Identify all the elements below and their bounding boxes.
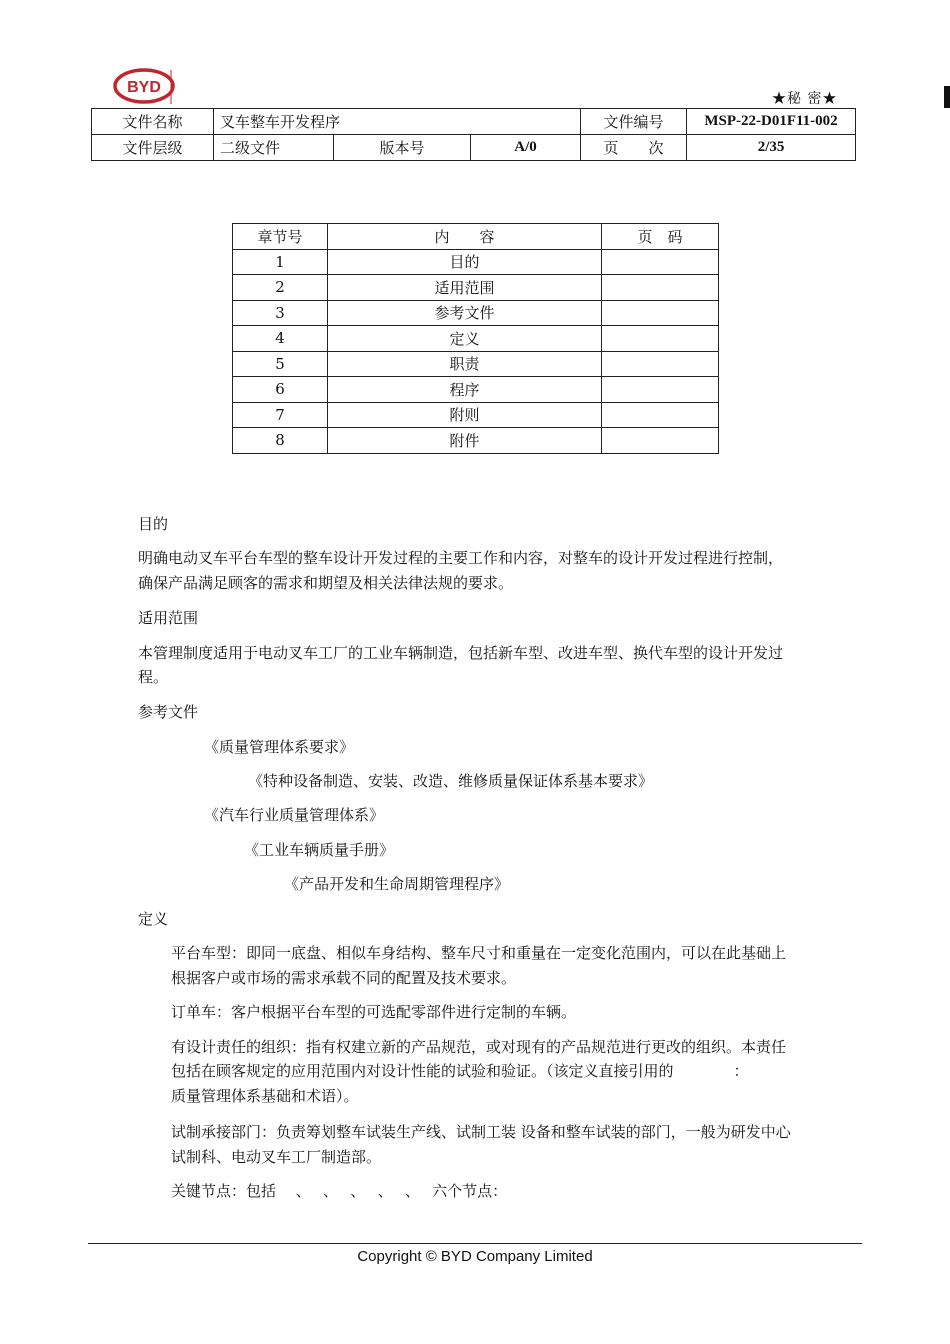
toc-page xyxy=(602,300,719,326)
section-title-definitions: 定义 xyxy=(138,910,169,928)
svg-text:BYD: BYD xyxy=(127,79,161,96)
toc-page xyxy=(602,428,719,454)
toc-no: 5 xyxy=(233,351,328,377)
section-title-purpose: 目的 xyxy=(138,515,169,533)
toc-content: 定义 xyxy=(328,326,602,352)
toc-page xyxy=(602,402,719,428)
definition-key-nodes: 关键节点：包括 、 、 、 、 、 六个节点： xyxy=(171,1182,508,1200)
table-row xyxy=(233,326,719,352)
footer-copyright: Copyright © BYD Company Limited xyxy=(357,1248,593,1265)
toc-page xyxy=(602,249,719,275)
purpose-text-line1: 明确电动叉车平台车型的整车设计开发过程的主要工作和内容，对整车的设计开发过程进行控制， xyxy=(138,549,784,567)
reference-item: 《汽车行业质量管理体系》 xyxy=(204,806,385,824)
toc-content: 附则 xyxy=(328,402,602,428)
level-value: 二级文件 xyxy=(214,135,334,161)
doc-name-label: 文件名称 xyxy=(92,109,214,135)
definition-platform-line1: 平台车型：即同一底盘、相似车身结构、整车尺寸和重量在一定变化范围内，可以在此基础上 xyxy=(171,944,787,962)
purpose-text-line2: 确保产品满足顾客的需求和期望及相关法律法规的要求。 xyxy=(138,574,514,592)
table-of-contents xyxy=(232,223,719,454)
version-label: 版本号 xyxy=(334,135,471,161)
toc-header-content: 内 容 xyxy=(328,224,602,250)
table-row xyxy=(233,402,719,428)
toc-page xyxy=(602,275,719,301)
reference-item: 《质量管理体系要求》 xyxy=(204,738,355,756)
footer-divider xyxy=(88,1243,862,1244)
toc-no: 2 xyxy=(233,275,328,301)
doc-no-label: 文件编号 xyxy=(581,109,687,135)
toc-content: 适用范围 xyxy=(328,275,602,301)
toc-page xyxy=(602,351,719,377)
table-row xyxy=(233,428,719,454)
toc-no: 1 xyxy=(233,249,328,275)
toc-no: 4 xyxy=(233,326,328,352)
reference-item: 《特种设备制造、安装、改造、维修质量保证体系基本要求》 xyxy=(248,772,654,790)
definition-platform-line2: 根据客户或市场的需求承载不同的配置及技术要求。 xyxy=(171,969,517,987)
page-label: 页 次 xyxy=(581,135,687,161)
page-edge-mark xyxy=(944,86,950,108)
definition-order-vehicle: 订单车：客户根据平台车型的可选配零部件进行定制的车辆。 xyxy=(171,1003,577,1021)
toc-header-chapter: 章节号 xyxy=(233,224,328,250)
toc-page xyxy=(602,326,719,352)
definition-design-org-line1: 有设计责任的组织：指有权建立新的产品规范，或对现有的产品规范进行更改的组织。本责任 xyxy=(171,1038,787,1056)
toc-no: 6 xyxy=(233,377,328,403)
scope-text-line1: 本管理制度适用于电动叉车工厂的工业车辆制造，包括新车型、改进车型、换代车型的设计开发过 xyxy=(138,644,784,662)
table-row xyxy=(233,275,719,301)
toc-no: 8 xyxy=(233,428,328,454)
doc-no: MSP-22-D01F11-002 xyxy=(687,109,856,135)
toc-page xyxy=(602,377,719,403)
table-row xyxy=(233,249,719,275)
toc-content: 职责 xyxy=(328,351,602,377)
confidential-mark: ★秘 密★ xyxy=(772,91,838,107)
doc-name: 叉车整车开发程序 xyxy=(214,109,581,135)
definition-trial-dept-line1: 试制承接部门：负责筹划整车试装生产线、试制工装 设备和整车试装的部门，一般为研发中心 xyxy=(171,1123,791,1141)
toc-no: 3 xyxy=(233,300,328,326)
document-header-table xyxy=(91,108,856,161)
definition-design-org-line3: 质量管理体系基础和术语）。 xyxy=(171,1087,359,1105)
toc-header-page: 页 码 xyxy=(602,224,719,250)
toc-content: 目的 xyxy=(328,249,602,275)
toc-content: 程序 xyxy=(328,377,602,403)
byd-logo xyxy=(113,66,175,106)
scope-text-line2: 程。 xyxy=(138,668,169,686)
toc-content: 参考文件 xyxy=(328,300,602,326)
table-row xyxy=(233,300,719,326)
reference-item: 《工业车辆质量手册》 xyxy=(244,841,395,859)
toc-no: 7 xyxy=(233,402,328,428)
definition-trial-dept-line2: 试制科、电动叉车工厂制造部。 xyxy=(171,1148,382,1166)
version-value: A/0 xyxy=(471,135,581,161)
toc-header-row xyxy=(233,224,719,250)
table-row xyxy=(233,377,719,403)
section-title-scope: 适用范围 xyxy=(138,609,199,627)
section-title-references: 参考文件 xyxy=(138,703,199,721)
page-value: 2/35 xyxy=(687,135,856,161)
toc-content: 附件 xyxy=(328,428,602,454)
level-label: 文件层级 xyxy=(92,135,214,161)
reference-item: 《产品开发和生命周期管理程序》 xyxy=(284,875,510,893)
table-row xyxy=(233,351,719,377)
definition-design-org-line2: 包括在顾客规定的应用范围内对设计性能的试验和验证。（该定义直接引用的 ： xyxy=(171,1062,749,1080)
